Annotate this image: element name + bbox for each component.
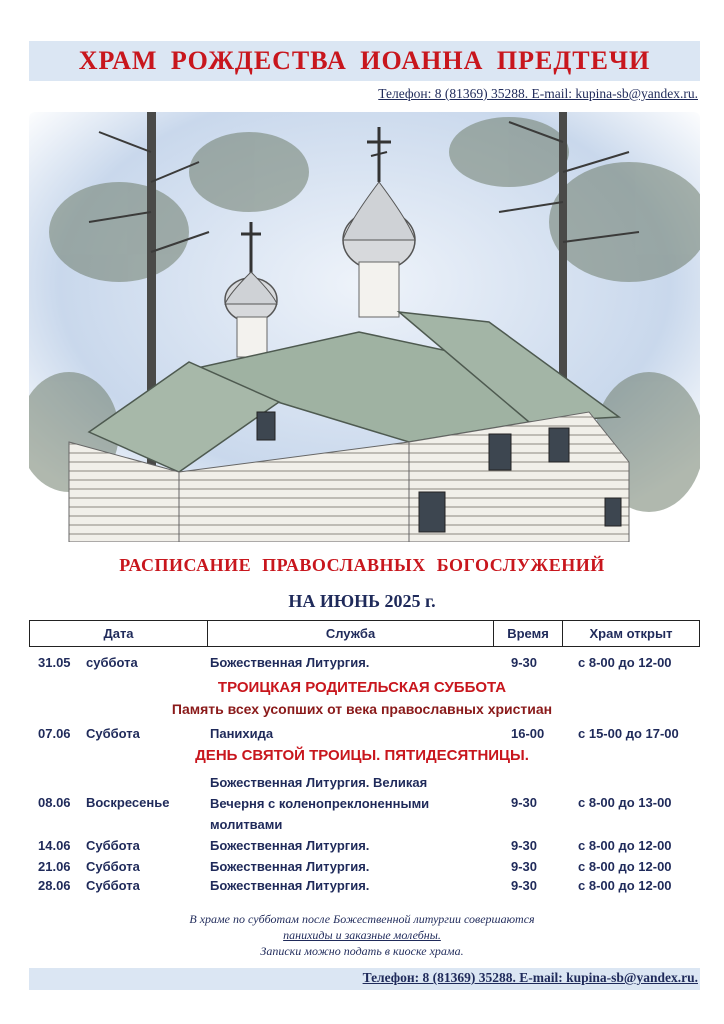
row-service-multiline: Божественная Литургия. Великая Вечерня с коленопреклоненными молитвами bbox=[210, 775, 430, 832]
row-open: с 8-00 до 13-00 bbox=[578, 795, 672, 810]
church-title: ХРАМ РОЖДЕСТВА ИОАННА ПРЕДТЕЧИ bbox=[78, 46, 651, 75]
row-time: 9-30 bbox=[511, 795, 538, 810]
row-day: Суббота bbox=[86, 878, 140, 893]
row-open: с 8-00 до 12-00 bbox=[578, 655, 672, 670]
row-open: с 8-00 до 12-00 bbox=[578, 859, 672, 874]
note-line-1: В храме по субботам после Божественной литургии совершаются bbox=[189, 912, 535, 926]
header-service: Служба bbox=[208, 621, 494, 647]
row-service: Панихида bbox=[210, 726, 274, 741]
row-day: Суббота bbox=[86, 726, 140, 741]
banner-trinity-saturday: ТРОИЦКАЯ РОДИТЕЛЬСКАЯ СУББОТА bbox=[217, 679, 507, 696]
row-date: 28.06 bbox=[38, 878, 71, 893]
row-time: 16-00 bbox=[511, 726, 545, 741]
row-time: 9-30 bbox=[511, 838, 538, 853]
row-service: Божественная Литургия. bbox=[210, 859, 370, 874]
row-day: Суббота bbox=[86, 859, 140, 874]
banner-memorial-note: Память всех усопших от века православных христиан bbox=[171, 701, 553, 717]
note-line-2 bbox=[0, 928, 724, 943]
banner-trinity-day: ДЕНЬ СВЯТОЙ ТРОИЦЫ. ПЯТИДЕСЯТНИЦЫ. bbox=[195, 747, 529, 764]
schedule-subtitle: НА ИЮНЬ 2025 г. bbox=[288, 591, 436, 611]
note-line-3: Записки можно подать в киоске храма. bbox=[260, 944, 464, 958]
title-bar bbox=[29, 41, 700, 81]
row-date: 31.05 bbox=[38, 655, 71, 670]
row-date: 14.06 bbox=[38, 838, 71, 853]
row-day: Воскресенье bbox=[86, 795, 170, 810]
row-time: 9-30 bbox=[511, 655, 538, 670]
church-photo bbox=[29, 112, 700, 542]
row-open: с 8-00 до 12-00 bbox=[578, 838, 672, 853]
header-open: Храм открыт bbox=[563, 621, 700, 647]
row-date: 21.06 bbox=[38, 859, 71, 874]
row-service: Божественная Литургия. bbox=[210, 655, 370, 670]
row-service: Божественная Литургия. bbox=[210, 838, 370, 853]
header-time: Время bbox=[494, 621, 563, 647]
row-day: Суббота bbox=[86, 838, 140, 853]
schedule-table-header bbox=[29, 620, 700, 647]
row-time: 9-30 bbox=[511, 859, 538, 874]
row-day: суббота bbox=[86, 655, 138, 670]
note-underlined: панихиды и заказные молебны. bbox=[283, 928, 441, 942]
row-time: 9-30 bbox=[511, 878, 538, 893]
contact-line-bottom[interactable]: Телефон: 8 (81369) 35288. E-mail: kupina-sb@yandex.ru. bbox=[362, 970, 698, 985]
row-open: с 15-00 до 17-00 bbox=[578, 726, 679, 741]
header-date: Дата bbox=[30, 621, 208, 647]
contact-line-top[interactable]: Телефон: 8 (81369) 35288. E-mail: kupina-sb@yandex.ru. bbox=[378, 86, 698, 101]
row-date: 08.06 bbox=[38, 795, 71, 810]
row-open: с 8-00 до 12-00 bbox=[578, 878, 672, 893]
row-date: 07.06 bbox=[38, 726, 71, 741]
row-service: Божественная Литургия. bbox=[210, 878, 370, 893]
schedule-title: РАСПИСАНИЕ ПРАВОСЛАВНЫХ БОГОСЛУЖЕНИЙ bbox=[119, 555, 605, 575]
